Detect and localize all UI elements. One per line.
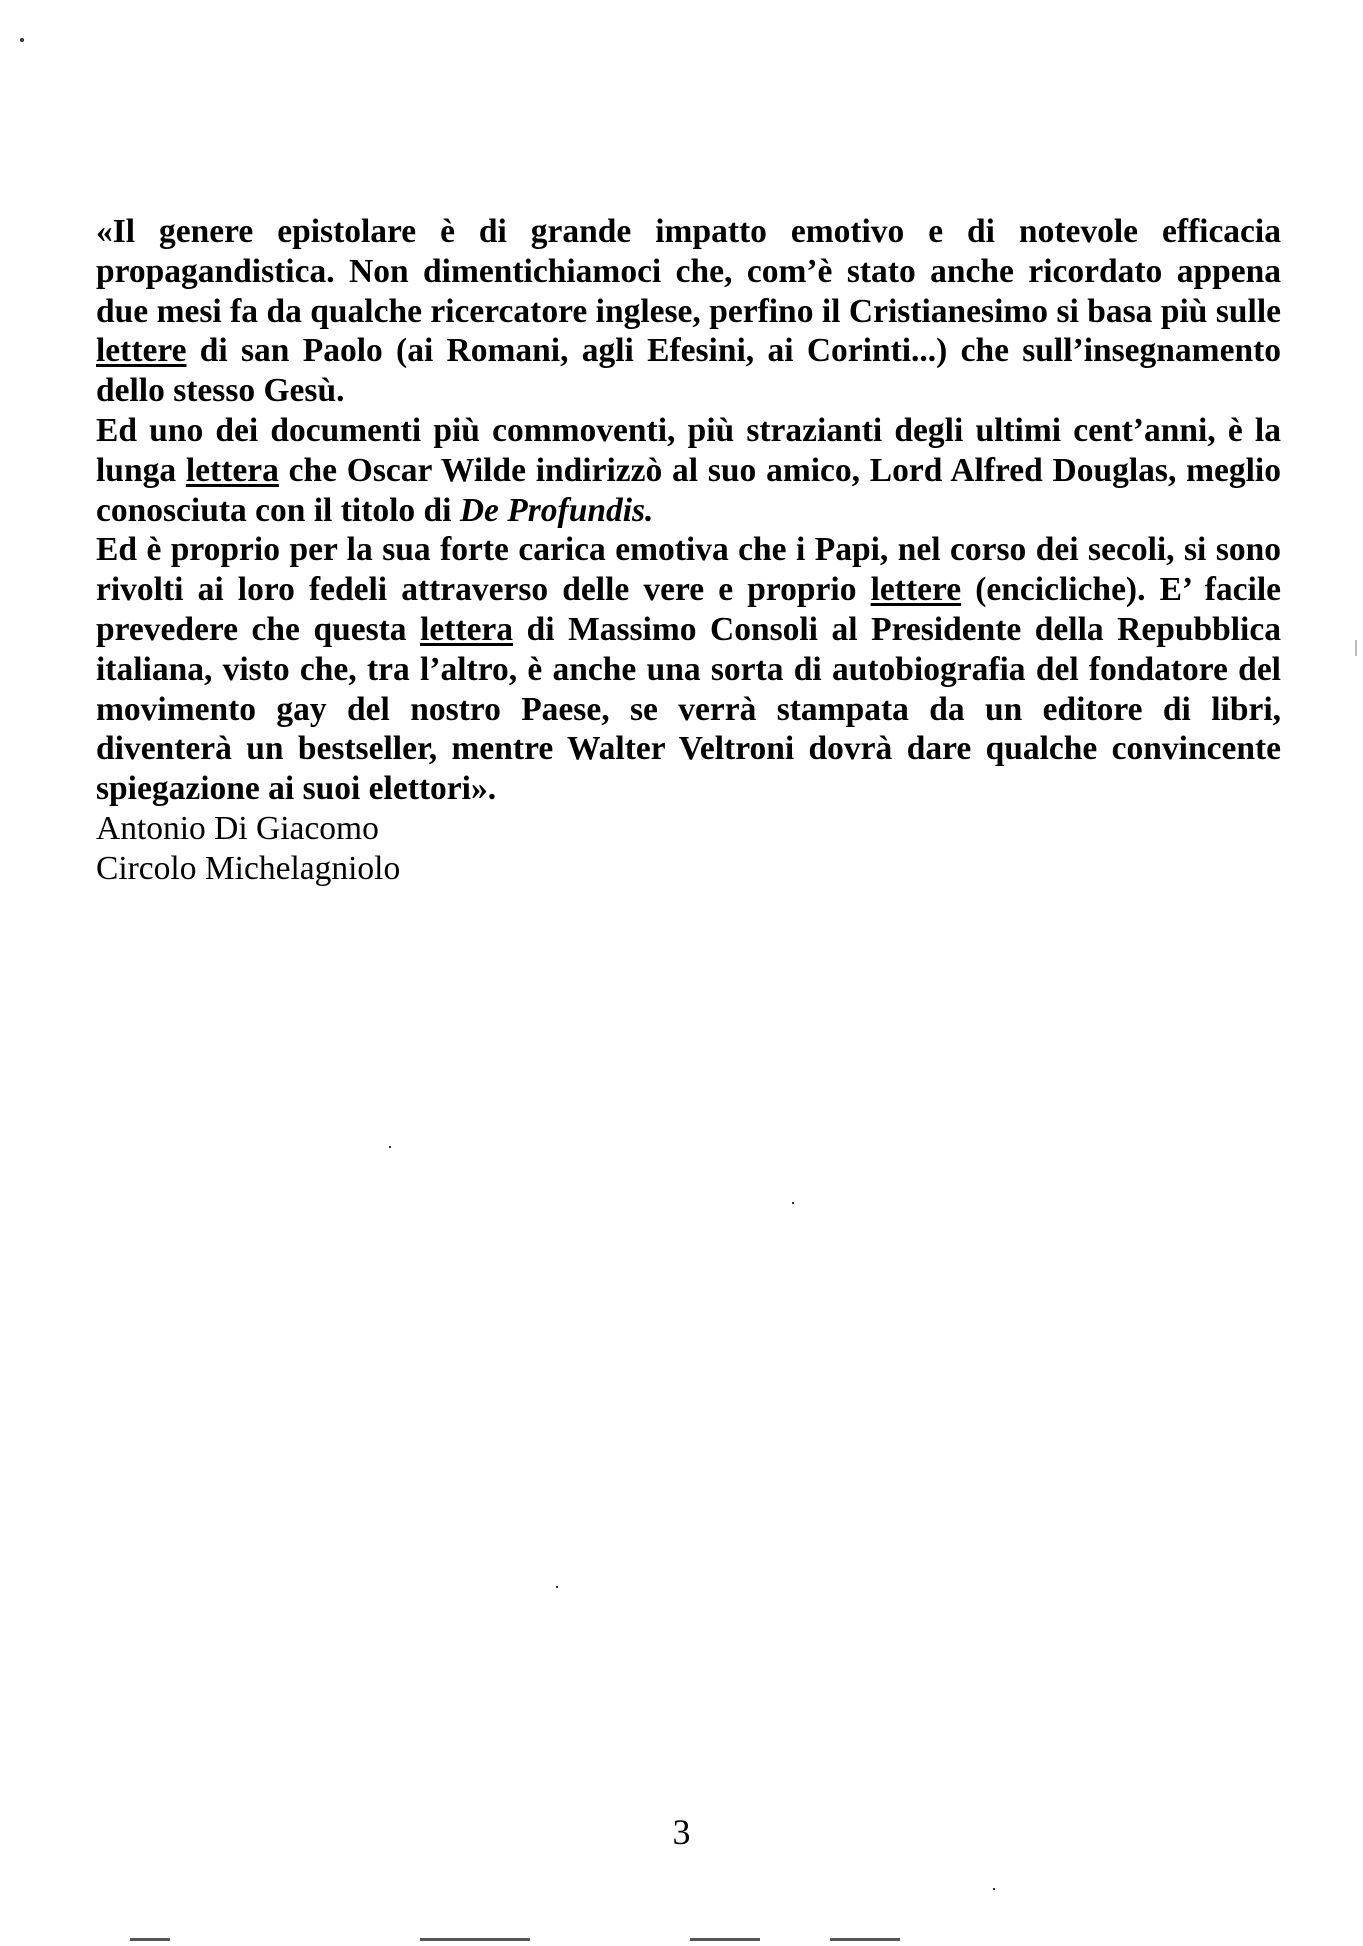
scan-speck [389,1146,391,1148]
paragraph-3-text-c: di Massimo Consoli al Presidente della Repubblica italiana, visto che, tra l’altro, è anche una sorta di autobiografia del fondatore del movimento gay del nostro Paese, se verrà stampata da un editore di libri, diventerà un bestseller, mentre Walter Veltroni dovrà dare qualche convincente spiegazione ai suoi elettori». [96,610,1281,808]
scan-speck [1355,640,1357,656]
italic-title-de-profundis: De Profundis. [459,491,654,529]
paragraph-1 [96,212,1281,411]
scan-edge-mark [130,1938,170,1941]
scan-speck [556,1586,558,1588]
signature-name: Antonio Di Giacomo [96,809,379,847]
underlined-word-lettera: lettera [185,451,279,489]
scan-edge-mark [420,1938,530,1941]
paragraph-2-text-b: che Oscar Wilde indirizzò al suo amico, Lord Alfred Douglas, meglio conosciuta con il titolo di [96,451,1281,529]
underlined-word-lettere: lettere [870,571,962,609]
underlined-word-lettere: lettere [96,332,187,370]
scan-speck [792,1202,794,1204]
scan-edge-mark [830,1938,900,1941]
scan-edge-mark [690,1938,760,1941]
signature-organization: Circolo Michelagniolo [96,849,401,887]
paragraph-1-text-a: «Il genere epistolare è di grande impatto emotivo e di notevole efficacia propagandistica. Non dimentichiamoci che, com’è stato anche ricordato appena due mesi fa da qualche ricercatore inglese, perfino il Cristianesimo si basa più sulle [96,213,1281,330]
scan-speck [993,1888,995,1890]
paragraph-3-text-a: Ed è proprio per la sua forte carica emotiva che i Papi, nel corso dei secoli, si sono rivolti ai loro fedeli attraverso delle vere e proprio [96,531,1281,609]
paragraph-1-text-b: di san Paolo (ai Romani, agli Efesini, ai Corinti...) che sull’insegnamento dello stesso Gesù. [96,332,1281,410]
page-number: 3 [672,1812,691,1852]
paragraph-2 [96,411,1281,530]
scan-speck [20,38,24,42]
paragraph-3 [96,530,1281,809]
letter-body [96,212,1281,889]
paragraph-2-text-a: Ed uno dei documenti più commoventi, più strazianti degli ultimi cent’anni, è la lunga [96,411,1281,489]
paragraph-3-text-b: (encicliche). E’ facile prevedere che questa [96,571,1281,648]
underlined-word-lettera: lettera [420,610,514,648]
